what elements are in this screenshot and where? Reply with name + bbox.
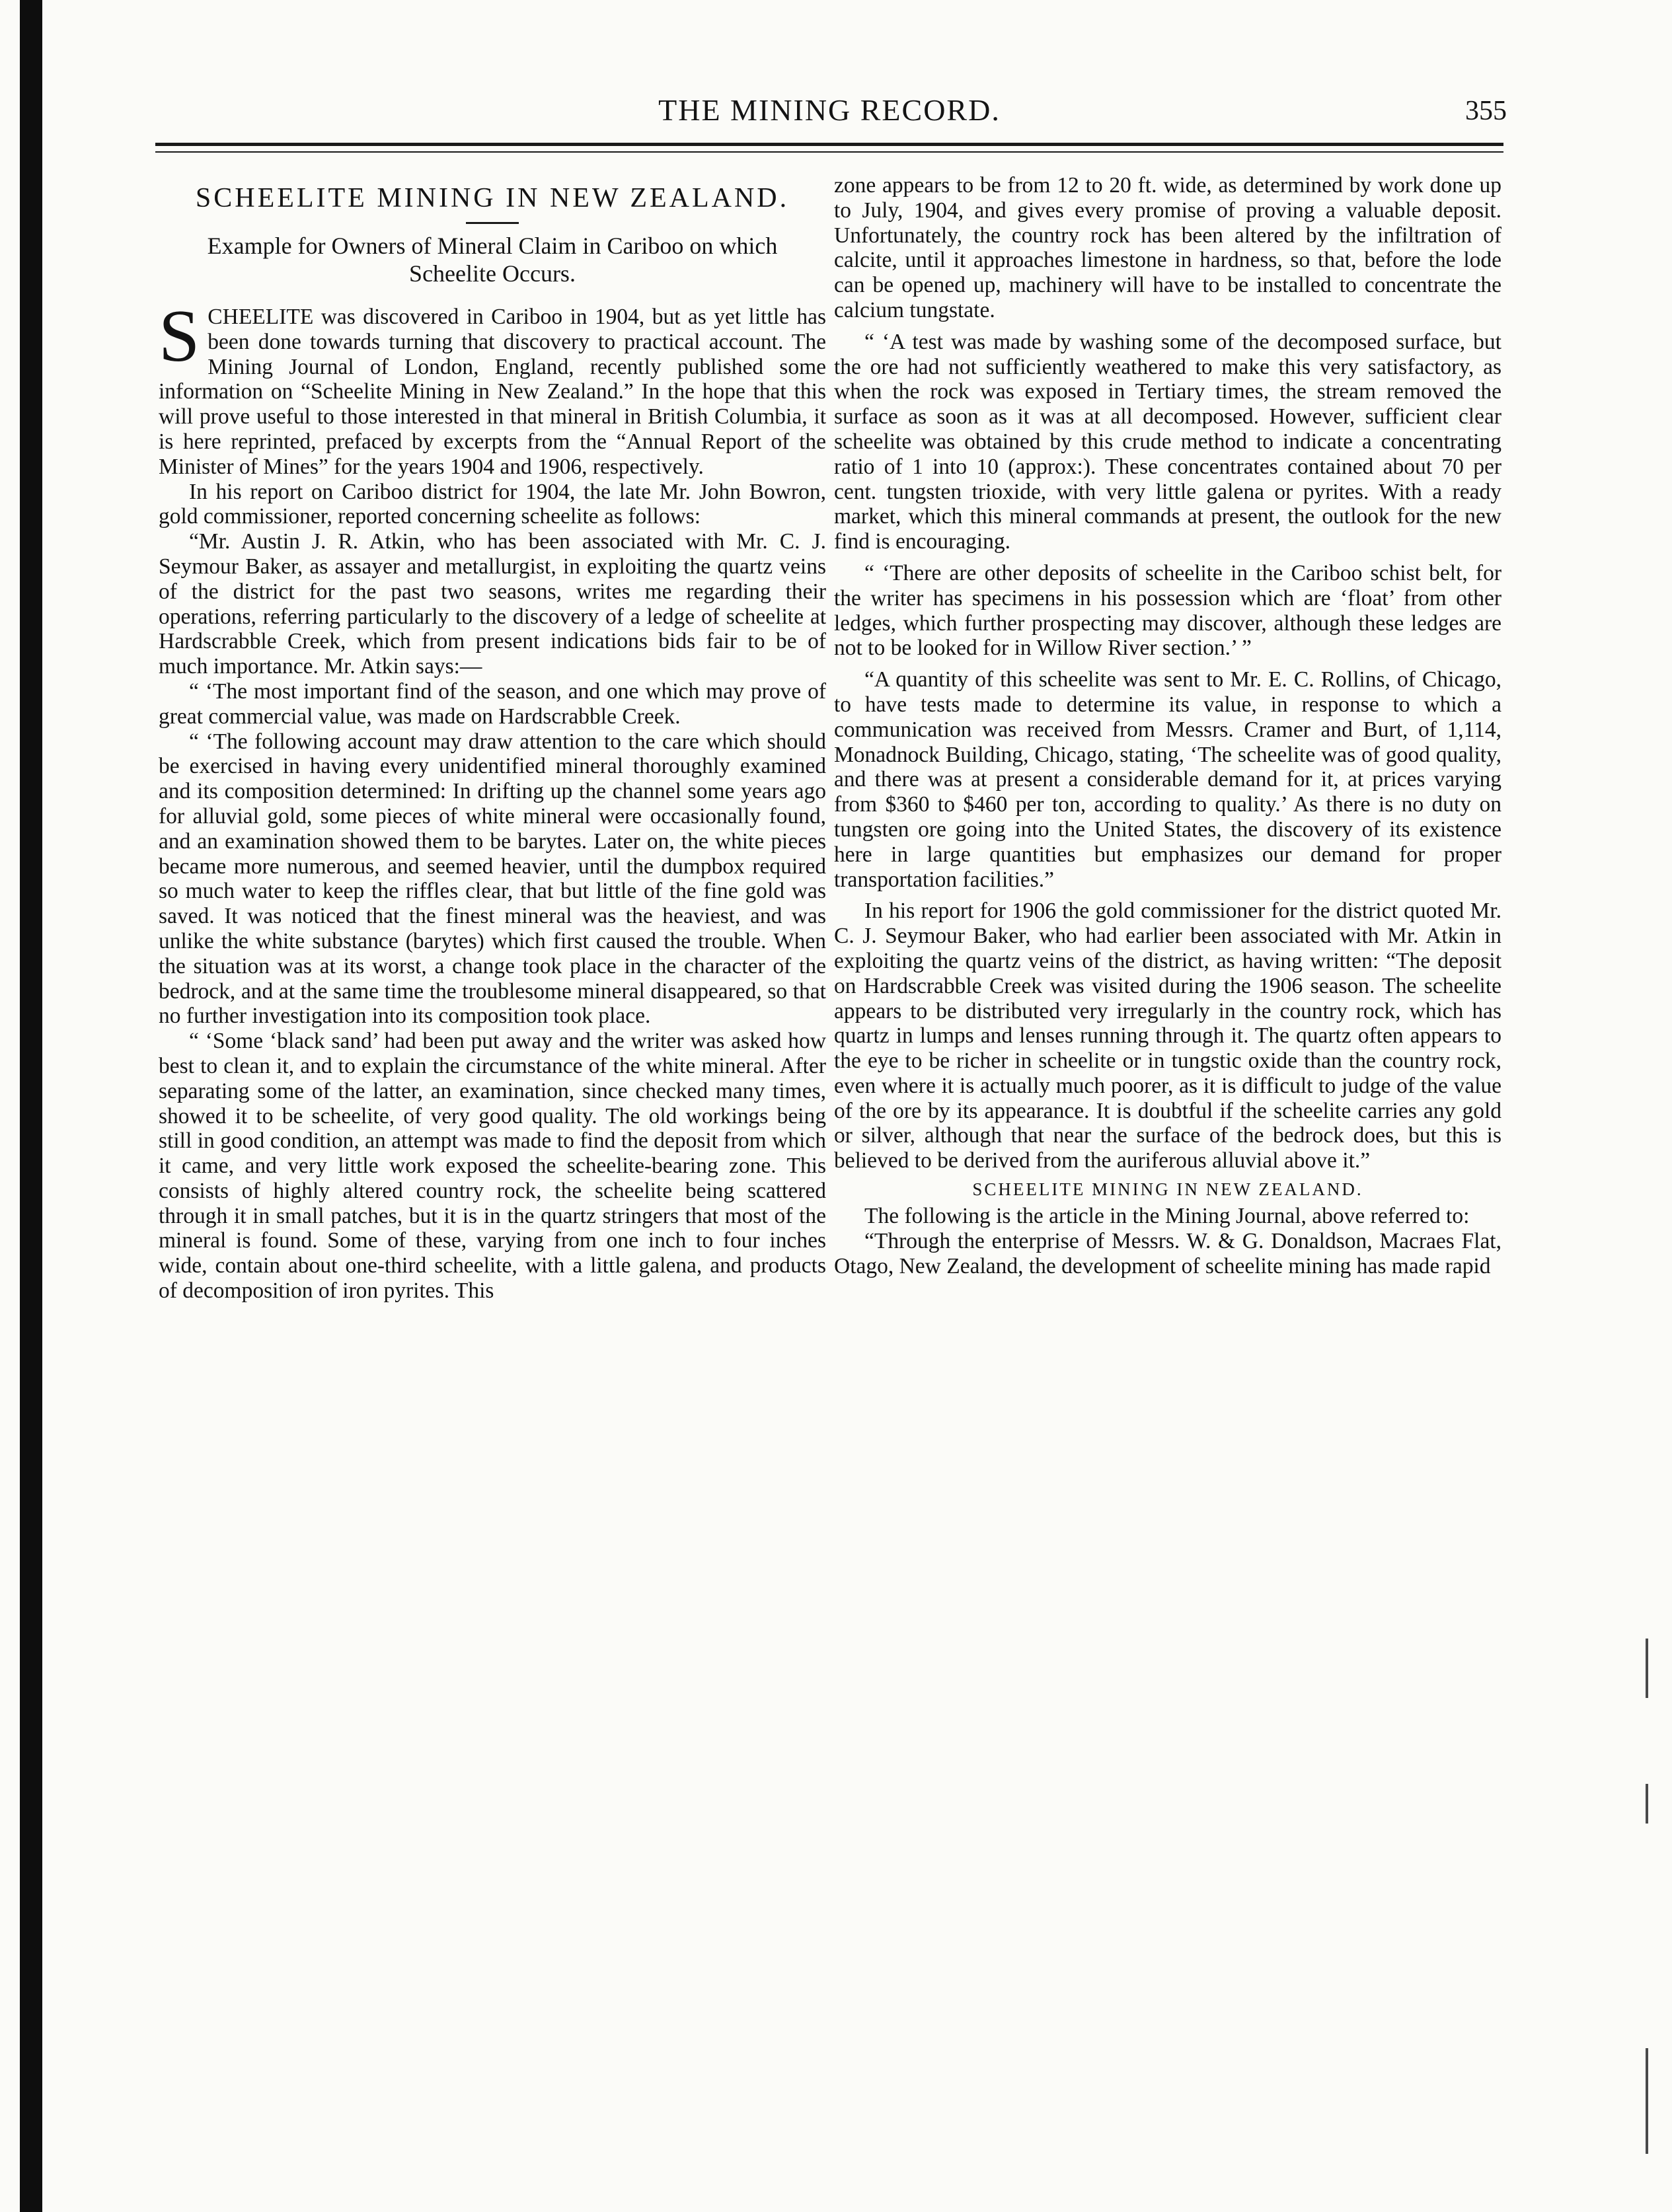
page-binding-edge: [20, 0, 42, 2212]
article-title: SCHEELITE MINING IN NEW ZEALAND.: [195, 183, 790, 213]
left-paragraph: “Mr. Austin J. R. Atkin, who has been associated with Mr. C. J. Seymour Baker, as assayer and metallurgist, in exploiting the quartz veins of the district for the past two seasons, writes me regarding their operations, referring particularly to the discovery of a ledge of scheelite at Hardscrabble Creek, which from present indications bids fair to be of much importance. Mr. Atkin says:—: [159, 529, 826, 679]
article-subtitle: Example for Owners of Mineral Claim in Cariboo on which Scheelite Occurs.: [207, 233, 778, 287]
running-title: THE MINING RECORD.: [658, 93, 1001, 127]
lead-paragraph-text: CHEELITE was discovered in Cariboo in 1904, but as yet little has been done towards turning that discovery to practical account. The Mining Journal of London, England, recently published some information on “Scheelite Mining in New Zealand.” In the hope that this will prove useful to those interested in that mineral in British Columbia, it is here reprinted, prefaced by excerpts from the “Annual Report of the Minister of Mines” for the years 1904 and 1906, respectively.: [159, 305, 826, 479]
header-rule-thick: [155, 143, 1503, 146]
right-paragraph: zone appears to be from 12 to 20 ft. wide, as determined by work done up to July, 1904, and gives every promise of proving a valuable deposit. Unfortunately, the country rock has been altered by the infiltration of calcite, until it approaches limestone in hardness, so that, before the lode can be opened up, machinery will have to be installed to concentrate the calcium tungstate.: [834, 173, 1501, 322]
left-paragraph: In his report on Cariboo district for 1904, the late Mr. John Bowron, gold commissioner, reported concerning scheelite as follows:: [159, 479, 826, 529]
lead-paragraph: [159, 295, 826, 480]
left-column: [159, 173, 826, 1304]
right-paragraph: “A quantity of this scheelite was sent to Mr. E. C. Rollins, of Chicago, to have tests made to determine its value, in response to which a communication was received from Messrs. Cramer and Burt, of 1,114, Monadnock Building, Chicago, stating, ‘The scheelite was of good quality, and there was at present a considerable demand for it, at prices varying from $360 to $460 per ton, according to quality.’ As there is no duty on tungsten ore going into the United States, the discovery of its existence here in large quantities but emphasizes our demand for proper transportation facilities.”: [834, 667, 1501, 892]
right-column: [834, 173, 1501, 1278]
scan-edge-mark: [1646, 1784, 1648, 1824]
right-paragraph: “Through the enterprise of Messrs. W. & G. Donaldson, Macraes Flat, Otago, New Zealand, the development of scheelite mining has made rapid: [834, 1228, 1501, 1278]
page-number: 355: [1465, 96, 1507, 126]
scan-edge-mark: [1646, 2048, 1648, 2154]
left-paragraph: “ ‘The following account may draw attention to the care which should be exercised in having every unidentified mineral thoroughly examined and its composition determined: In drifting up the channel some years ago for alluvial gold, some pieces of white mineral were occasionally found, and an examination showed them to be barytes. Later on, the white pieces became more numerous, and seemed heavier, until the dumpbox required so much water to keep the riffles clear, that but little of the fine gold was saved. It was noticed that the finest mineral was the heaviest, and was unlike the white substance (barytes) which first caused the trouble. When the situation was at its worst, a change took place in the character of the bedrock, and at the same time the troublesome mineral disappeared, so that no further investigation into its composition took place.: [159, 729, 826, 1029]
right-paragraph: “ ‘A test was made by washing some of the decomposed surface, but the ore had not sufficiently weathered to make this very satisfactory, as when the rock was exposed in Tertiary times, the stream removed the surface as soon as it was at all decomposed. However, sufficient clear scheelite was obtained by this crude method to indicate a concentrating ratio of 1 into 10 (approx:). These concentrates contained about 70 per cent. tungsten trioxide, with very little galena or pyrites. With a ready market, which this mineral commands at present, the outlook for the new find is encouraging.: [834, 329, 1501, 554]
section-heading: SCHEELITE MINING IN NEW ZEALAND.: [972, 1179, 1363, 1200]
page-header: [152, 92, 1507, 132]
left-paragraph: “ ‘Some ‘black sand’ had been put away and the writer was asked how best to clean it, and to explain the circumstance of the white mineral. After separating some of the latter, an examination, since checked many times, showed it to be scheelite, of very good quality. The old workings being still in good condition, an attempt was made to find the deposit from which it came, and very little work exposed the scheelite-bearing zone. This consists of highly altered country rock, the scheelite being scattered through it in small patches, but it is in the quartz stringers that most of the mineral is found. Some of these, varying from one inch to four inches wide, contain about one-third scheelite, with a little galena, and products of decomposition of iron pyrites. This: [159, 1029, 826, 1304]
right-paragraph: “ ‘There are other deposits of scheelite in the Cariboo schist belt, for the writer has specimens in his possession which are ‘float’ from other ledges, which further prospecting may discover, although these ledges are not to be looked for in Willow River section.’ ”: [834, 560, 1501, 661]
header-rule-thin: [155, 151, 1503, 153]
drop-cap: S: [159, 295, 200, 377]
scan-edge-mark: [1646, 1639, 1648, 1698]
left-paragraph: “ ‘The most important find of the season, and one which may prove of great commercial value, was made on Hardscrabble Creek.: [159, 679, 826, 729]
right-paragraph: In his report for 1906 the gold commissioner for the district quoted Mr. C. J. Seymour Baker, who had earlier been associated with Mr. Atkin in exploiting the quartz veins of the district, as having written: “The deposit on Hardscrabble Creek was visited during the 1906 season. The scheelite appears to be distributed very irregularly in the country rock, which has quartz in lumps and lenses running through it. The quartz often appears to the eye to be richer in scheelite or in tungstic oxide than the country rock, even where it is actually much poorer, as it is difficult to judge of the value of the ore by its appearance. It is doubtful if the scheelite carries any gold or silver, although that near the surface of the bedrock does, but this is believed to be derived from the auriferous alluvial above it.”: [834, 899, 1501, 1173]
title-rule: [466, 222, 519, 224]
right-paragraph: The following is the article in the Mining Journal, above referred to:: [864, 1204, 1470, 1229]
